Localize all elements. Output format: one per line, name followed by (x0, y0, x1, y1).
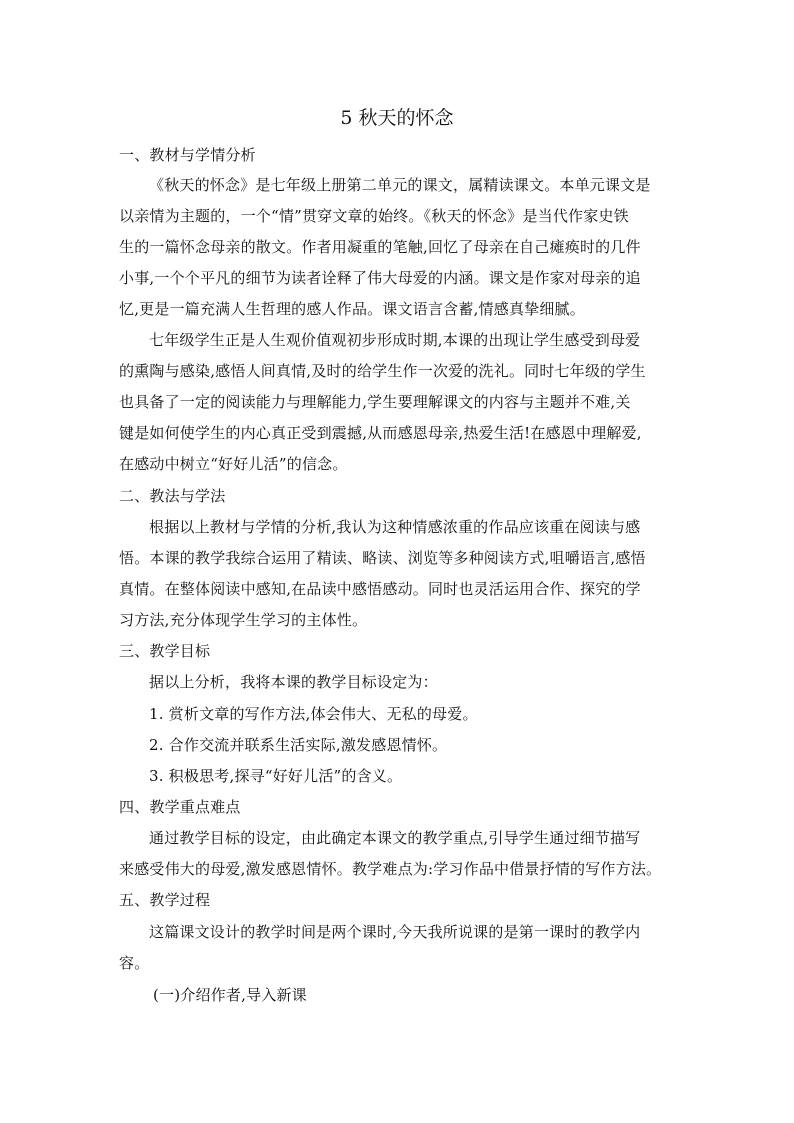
paragraph-3-line-2: 悟。本课的教学我综合运用了精读、略读、浏览等多种阅读方式,咀嚼语言,感悟 (119, 549, 646, 567)
paragraph-2-line-1: 七年级学生正是人生观价值观初步形成时期,本课的出现让学生感受到母爱 (149, 331, 641, 349)
goal-item-2: 2. 合作交流并联系生活实际,激发感恩情怀。 (149, 736, 448, 754)
section-heading-1: 一、教材与学情分析 (119, 146, 256, 164)
paragraph-6-line-2: 容。 (119, 954, 150, 972)
paragraph-2-line-3: 也具备了一定的阅读能力与理解能力,学生要理解课文的内容与主题并不难,关 (119, 393, 631, 411)
paragraph-2-line-5: 在感动中树立“好好儿活”的信念。 (119, 455, 348, 473)
paragraph-6-line-1: 这篇课文设计的教学时间是两个课时,今天我所说课的是第一课时的教学内 (149, 923, 641, 941)
paragraph-1-line-4: 小事,一个个平凡的细节为读者诠释了伟大母爱的内涵。课文是作家对母亲的追 (119, 269, 641, 287)
paragraph-3-line-1: 根据以上教材与学情的分析,我认为这种情感浓重的作品应该重在阅读与感 (149, 518, 641, 536)
section-heading-3: 三、教学目标 (119, 642, 211, 660)
paragraph-1-line-2: 以亲情为主题的，一个“情”贯穿文章的始终。《秋天的怀念》是当代作家史铁 (119, 207, 629, 225)
paragraph-3-line-3: 真情。在整体阅读中感知,在品读中感悟感动。同时也灵活运用合作、探究的学 (119, 580, 641, 598)
paragraph-5-line-1: 通过教学目标的设定，由此确定本课文的教学重点,引导学生通过细节描写 (149, 829, 641, 847)
goal-item-3: 3. 积极思考,探寻“好好儿活”的含义。 (149, 767, 403, 785)
sub-heading-1: (一)介绍作者,导入新课 (153, 986, 307, 1004)
paragraph-1-line-3: 生的一篇怀念母亲的散文。作者用凝重的笔触,回忆了母亲在自己瘫痪时的几件 (119, 238, 641, 256)
section-heading-4: 四、教学重点难点 (119, 798, 241, 816)
paragraph-1-line-1: 《秋天的怀念》是七年级上册第二单元的课文，属精读课文。本单元课文是 (149, 176, 651, 194)
paragraph-5-line-2: 来感受伟大的母爱,激发感恩情怀。教学难点为:学习作品中借景抒情的写作方法。 (119, 860, 662, 878)
document-title: 5 秋天的怀念 (340, 107, 454, 129)
paragraph-1-line-5: 忆,更是一篇充满人生哲理的感人作品。课文语言含蓄,情感真挚细腻。 (119, 300, 585, 318)
paragraph-4: 据以上分析，我将本课的教学目标设定为： (149, 673, 438, 691)
paragraph-3-line-4: 习方法,充分体现学生学习的主体性。 (119, 611, 368, 629)
section-heading-2: 二、教法与学法 (119, 487, 226, 505)
paragraph-2-line-2: 的熏陶与感染,感悟人间真情,及时的给学生作一次爱的洗礼。同时七年级的学生 (119, 362, 646, 380)
paragraph-2-line-4: 键是如何使学生的内心真正受到震撼,从而感恩母亲,热爱生活!在感恩中理解爱, (119, 424, 642, 442)
goal-item-1: 1. 赏析文章的写作方法,体会伟大、无私的母爱。 (149, 705, 478, 723)
section-heading-5: 五、教学过程 (119, 891, 211, 909)
